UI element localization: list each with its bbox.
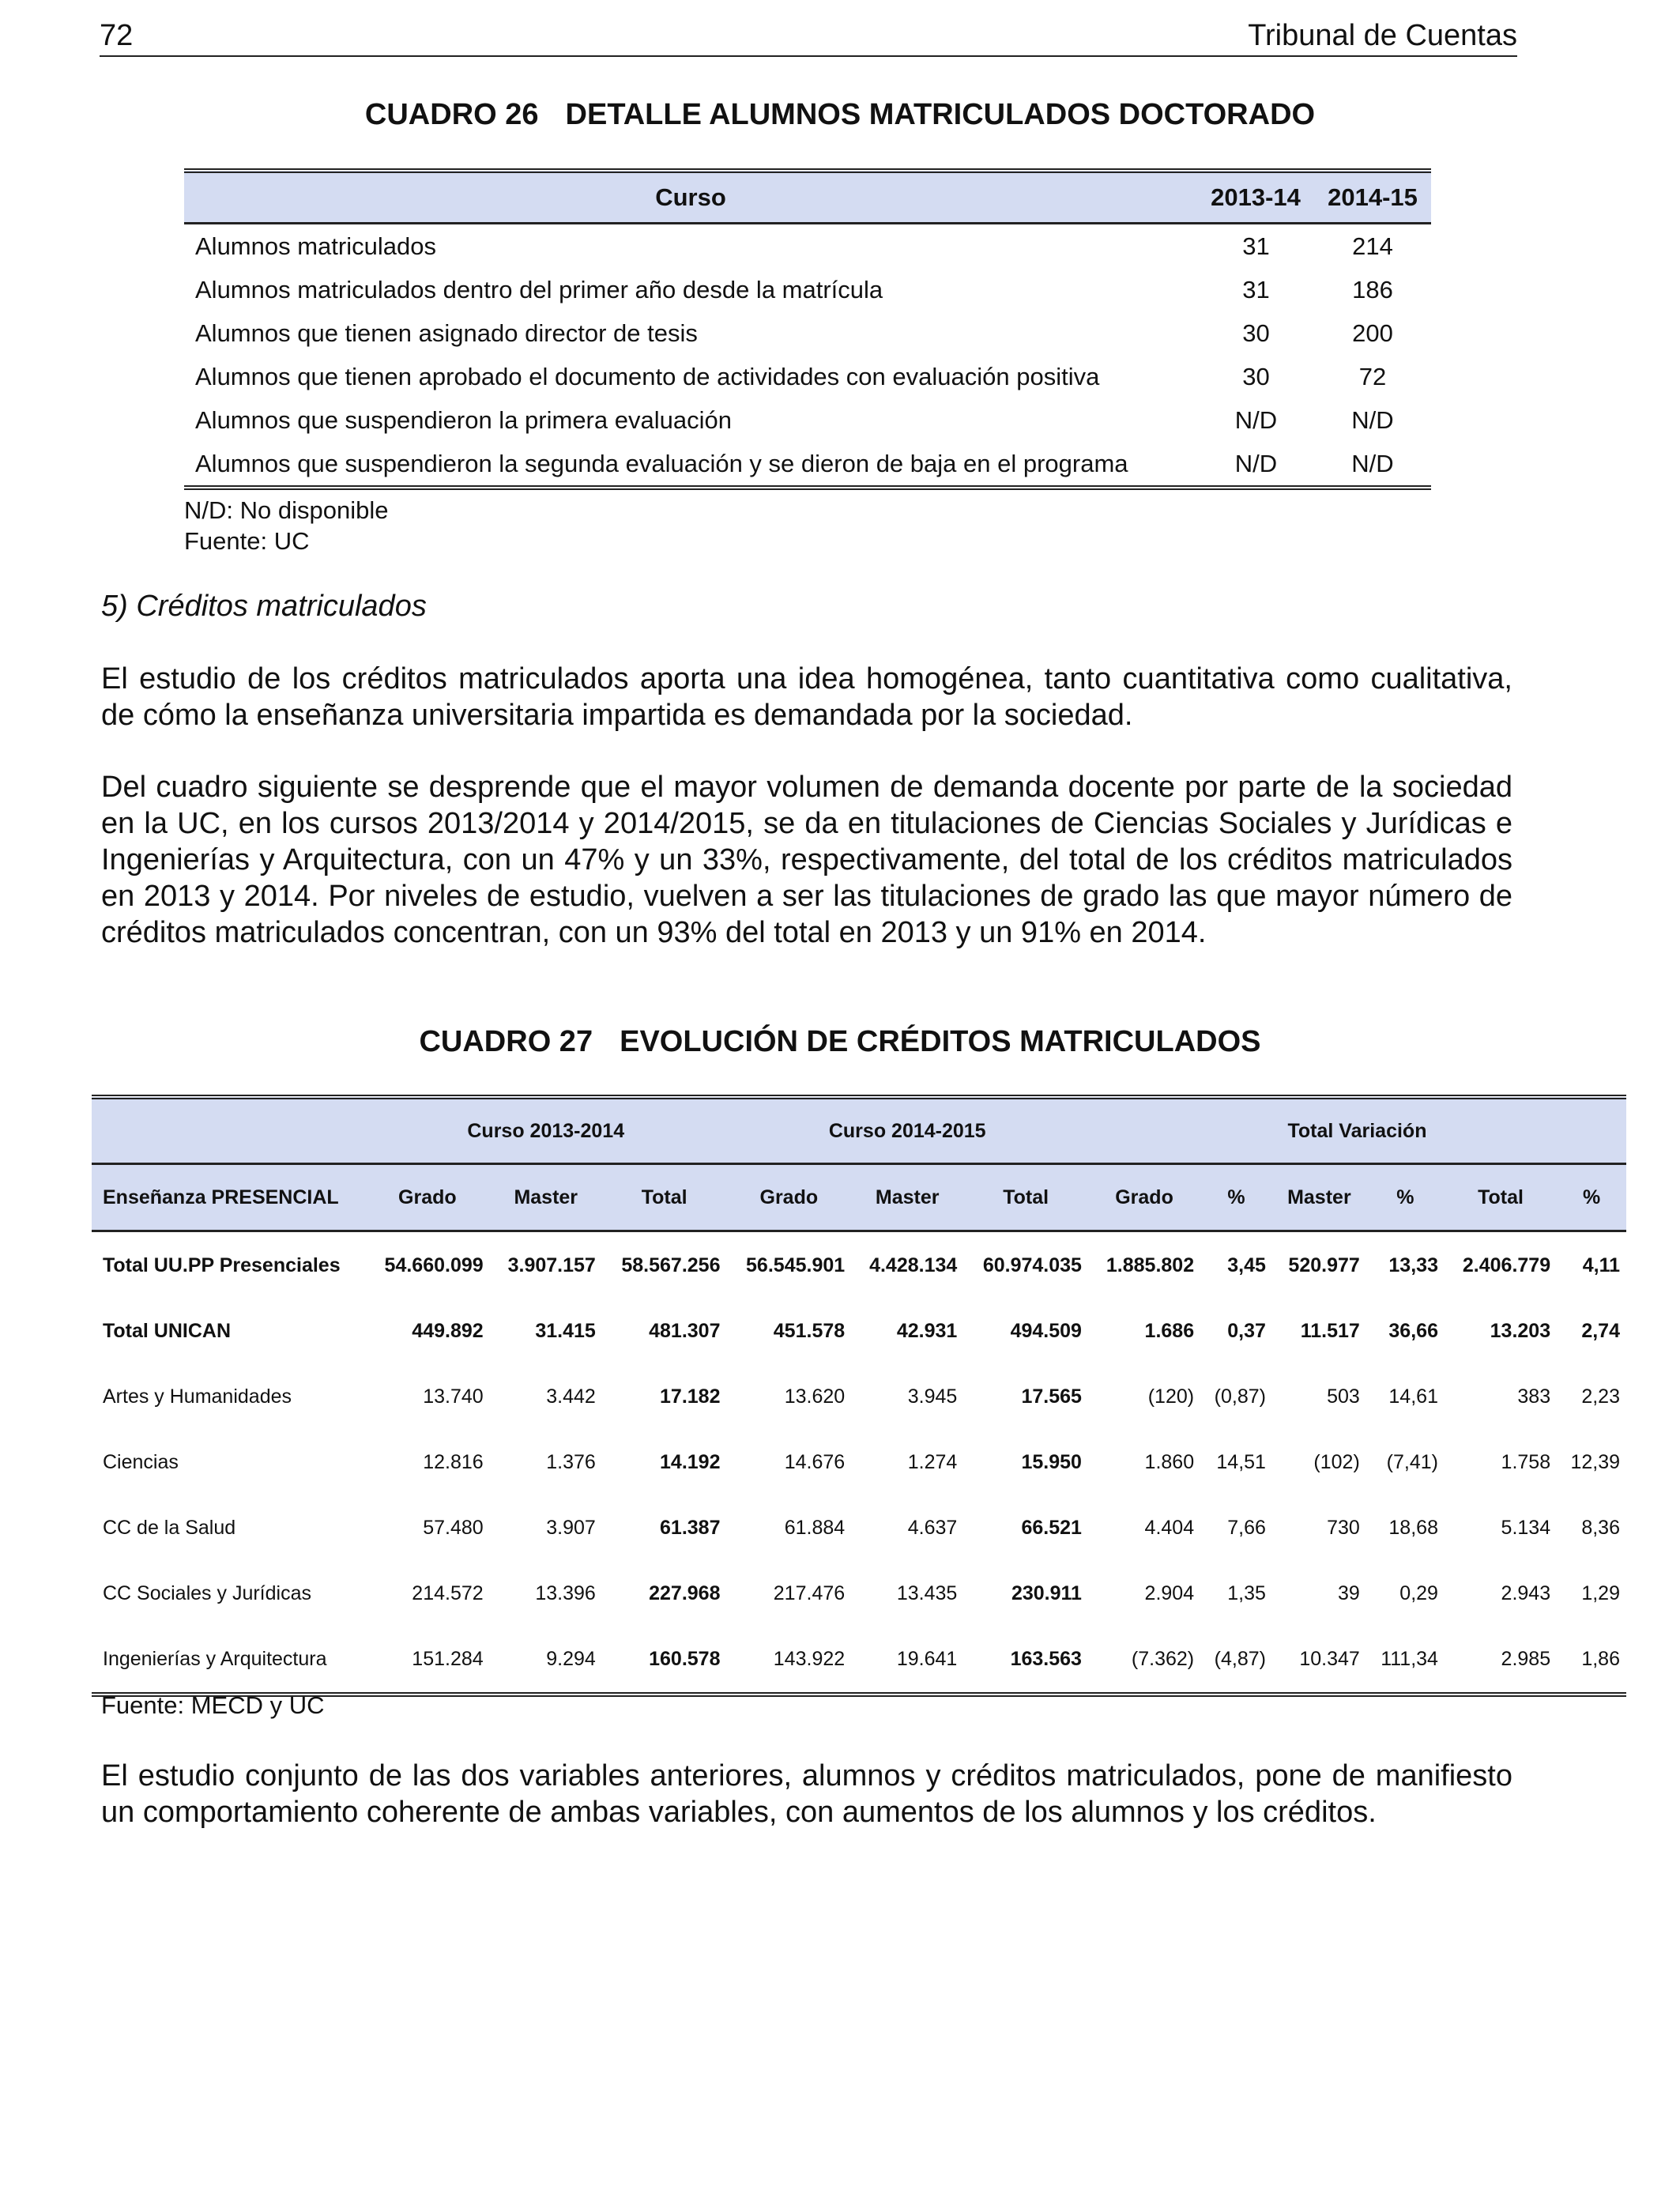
paragraph-1: El estudio de los créditos matriculados aporta una idea homogénea, tanto cuantitativa como cualitativa, de cómo la enseñanza universitaria impartida es demandada por la sociedad. [101,662,1512,732]
cell-value: 14.192 [660,1451,721,1473]
cell-value: 42.931 [896,1320,958,1342]
cuadro26-number: CUADRO 26 [364,98,539,131]
table-row [184,442,1431,488]
cell-value: 449.892 [412,1320,484,1342]
col-total: Total [1445,1164,1557,1231]
paragraph-2: Del cuadro siguiente se desprende que el mayor volumen de demanda docente por parte de la sociedad en la UC, en los cursos 2013/2014 y 2014/2015, se da en titulaciones de Ciencias Sociales y Jurídicas e Ingenierías y Arquitectura, con un 47% y un 33%, respectivamente, del total de los créditos matriculados en 2013 y 2014. Por niveles de estudio, vuelven a ser las titulaciones de grado las que mayor número de créditos matriculados concentran, con un 93% del total en 2013 y un 91% en 2014. [101,771,1512,949]
cell-value: 54.660.099 [384,1253,484,1276]
col-curso: Curso [184,171,1197,224]
cell-value: 151.284 [412,1648,484,1670]
cell-value: 214 [1352,232,1393,260]
cell-value: 2.985 [1501,1648,1551,1670]
cell-value: 2,23 [1581,1385,1620,1408]
cell-value: 143.922 [773,1648,846,1670]
cell-value: 3.945 [907,1385,958,1408]
cell-value: 1.274 [907,1451,958,1473]
cell-value: 7,66 [1227,1517,1266,1539]
cell-value: 494.509 [1010,1320,1082,1342]
cell-value: 56.545.901 [746,1253,846,1276]
cell-value: 3.442 [546,1385,596,1408]
cell-value: 163.563 [1010,1648,1082,1670]
row-label: Alumnos matriculados dentro del primer año desde la matrícula [195,275,883,303]
cell-value: 4.637 [907,1517,958,1539]
cell-value: 1,35 [1227,1582,1266,1604]
cell-value: 13.396 [535,1582,596,1604]
col-master: Master [490,1164,602,1231]
cell-value: 2.943 [1501,1582,1551,1604]
table-row [184,398,1431,442]
row-label: Alumnos matriculados [195,232,436,260]
cell-value: 17.182 [660,1385,721,1408]
cell-value: 14.676 [784,1451,846,1473]
table-row [92,1299,1626,1364]
cell-value: 227.968 [649,1582,721,1604]
cell-value: 2,74 [1581,1320,1620,1342]
cell-value: 36,66 [1388,1320,1438,1342]
row-label: Alumnos que tienen asignado director de tesis [195,319,698,347]
note-fuente: Fuente: UC [184,527,310,555]
col-2014-15: 2014-15 [1314,171,1431,224]
cell-value: 1.758 [1501,1451,1551,1473]
cell-value: 14,51 [1216,1451,1266,1473]
cell-value: 2.406.779 [1462,1253,1551,1276]
cell-value: 13,33 [1388,1253,1438,1276]
cuadro26-caption [0,98,1680,132]
cell-value: (4,87) [1214,1648,1266,1670]
cell-value: 12.816 [423,1451,484,1473]
col-2013-14: 2013-14 [1197,171,1314,224]
table-row [184,224,1431,269]
cell-value: 30 [1197,311,1314,355]
cell-value: 13.740 [423,1385,484,1408]
cell-value: 31 [1197,224,1314,269]
col-total: Total [602,1164,727,1231]
subheader-row [92,1164,1626,1231]
note-nd: N/D: No disponible [184,496,389,524]
cell-value: 730 [1327,1517,1360,1539]
cell-value: 1.885.802 [1106,1253,1195,1276]
cell-value: 13.203 [1490,1320,1551,1342]
cell-value: 57.480 [423,1517,484,1539]
col-master: Master [1272,1164,1366,1231]
cell-value: 11.517 [1300,1320,1360,1342]
cell-value: 1.376 [546,1451,596,1473]
cuadro27-fuente: Fuente: MECD y UC [101,1691,325,1719]
cell-value: 61.387 [660,1517,721,1539]
cell-value: 0,37 [1227,1320,1266,1342]
cuadro27-caption [0,1025,1680,1059]
cell-value: 31 [1197,268,1314,311]
col-grado: Grado [365,1164,490,1231]
cuadro27-number: CUADRO 27 [419,1025,593,1058]
cell-value: 451.578 [773,1320,846,1342]
cell-value: 8,36 [1581,1517,1620,1539]
row-label: Alumnos que suspendieron la primera evaluación [195,405,732,434]
group-2013-2014: Curso 2013-2014 [365,1097,726,1164]
cell-value: (7,41) [1386,1451,1438,1473]
cell-value: N/D [1197,398,1314,442]
cuadro26-table [184,168,1431,490]
cell-value: 1.860 [1144,1451,1195,1473]
cell-value: 481.307 [649,1320,721,1342]
col-grado: Grado [726,1164,851,1231]
cell-value: 503 [1327,1385,1360,1408]
cell-value: 18,68 [1388,1517,1438,1539]
group-header-row [92,1097,1626,1164]
table-row [92,1561,1626,1627]
table-row [184,268,1431,311]
cell-value: 111,34 [1381,1648,1438,1670]
col-percent: % [1200,1164,1272,1231]
cell-value: 3.907 [546,1517,596,1539]
cell-value: (0,87) [1214,1385,1266,1408]
row-label: Ingenierías y Arquitectura [103,1648,327,1670]
table-row [184,355,1431,398]
col-percent: % [1366,1164,1445,1231]
cell-value: 60.974.035 [982,1253,1082,1276]
table-row [92,1430,1626,1495]
col-ensenanza: Enseñanza PRESENCIAL [92,1164,365,1231]
table-row [92,1231,1626,1299]
cell-value: 0,29 [1399,1582,1438,1604]
col-total: Total [963,1164,1088,1231]
cell-value: 19.641 [896,1648,958,1670]
cuadro26-notes [184,495,388,556]
page-number: 72 [100,19,134,52]
cell-value: 3,45 [1227,1253,1266,1276]
cuadro27-table [92,1095,1626,1697]
group-empty [92,1097,365,1164]
page-header [100,14,1517,57]
cell-value: 17.565 [1021,1385,1082,1408]
cell-value: 9.294 [546,1648,596,1670]
cell-value: 383 [1517,1385,1551,1408]
cell-value: 12,39 [1570,1451,1620,1473]
table-row [92,1627,1626,1695]
cell-value: 30 [1197,355,1314,398]
row-label: Artes y Humanidades [103,1385,292,1408]
cell-value: (120) [1147,1385,1195,1408]
row-label: Total UNICAN [103,1320,232,1342]
section-title: 5) Créditos matriculados [101,590,427,623]
table-header-row [184,171,1431,224]
table-row [184,311,1431,355]
cell-value: 160.578 [649,1648,721,1670]
cell-value: 58.567.256 [621,1253,721,1276]
cell-value: 186 [1352,275,1393,303]
header-title: Tribunal de Cuentas [1248,19,1517,52]
group-total-variacion: Total Variación [1088,1097,1626,1164]
cell-value: 200 [1352,319,1393,347]
cell-value: 230.911 [1011,1582,1082,1604]
cell-value: 520.977 [1288,1253,1360,1276]
col-master: Master [851,1164,963,1231]
cell-value: 72 [1358,362,1387,390]
cell-value: 15.950 [1021,1451,1082,1473]
row-label: Alumnos que suspendieron la segunda evaluación y se dieron de baja en el programa [195,449,1128,477]
cell-value: 4.404 [1144,1517,1195,1539]
cuadro26-title: DETALLE ALUMNOS MATRICULADOS DOCTORADO [565,98,1316,131]
cell-value: N/D [1351,405,1394,434]
cell-value: 13.435 [896,1582,958,1604]
col-percent: % [1557,1164,1626,1231]
cell-value: 10.347 [1299,1648,1360,1670]
cell-value: 217.476 [773,1582,846,1604]
row-label: CC de la Salud [103,1517,236,1539]
cell-value: 214.572 [412,1582,484,1604]
cell-value: 13.620 [784,1385,846,1408]
row-label: Alumnos que tienen aprobado el documento de actividades con evaluación positiva [195,362,1100,390]
cell-value: (102) [1313,1451,1360,1473]
cell-value: 3.907.157 [507,1253,596,1276]
cell-value: 61.884 [784,1517,846,1539]
row-label: CC Sociales y Jurídicas [103,1582,311,1604]
cell-value: 1.686 [1144,1320,1195,1342]
paragraph-3: El estudio conjunto de las dos variables anteriores, alumnos y créditos matriculados, pone de manifiesto un comportamiento coherente de ambas variables, con aumentos de los alumnos y los créditos. [101,1759,1512,1829]
cell-value: 1,29 [1581,1582,1620,1604]
col-grado: Grado [1088,1164,1200,1231]
cell-value: 31.415 [535,1320,596,1342]
cell-value: 14,61 [1388,1385,1438,1408]
row-label: Ciencias [103,1451,179,1473]
cuadro27-title: EVOLUCIÓN DE CRÉDITOS MATRICULADOS [620,1025,1261,1058]
cell-value: 66.521 [1021,1517,1082,1539]
cell-value: 5.134 [1501,1517,1551,1539]
cell-value: N/D [1351,449,1394,477]
table-row [92,1495,1626,1561]
cell-value: 1,86 [1581,1648,1620,1670]
cell-value: 2.904 [1144,1582,1195,1604]
group-2014-2015: Curso 2014-2015 [726,1097,1087,1164]
cell-value: (7.362) [1131,1648,1195,1670]
cell-value: N/D [1197,442,1314,488]
cell-value: 39 [1337,1582,1360,1604]
cell-value: 4,11 [1582,1253,1620,1276]
table-row [92,1364,1626,1430]
row-label: Total UU.PP Presenciales [103,1253,341,1276]
cell-value: 4.428.134 [869,1253,958,1276]
